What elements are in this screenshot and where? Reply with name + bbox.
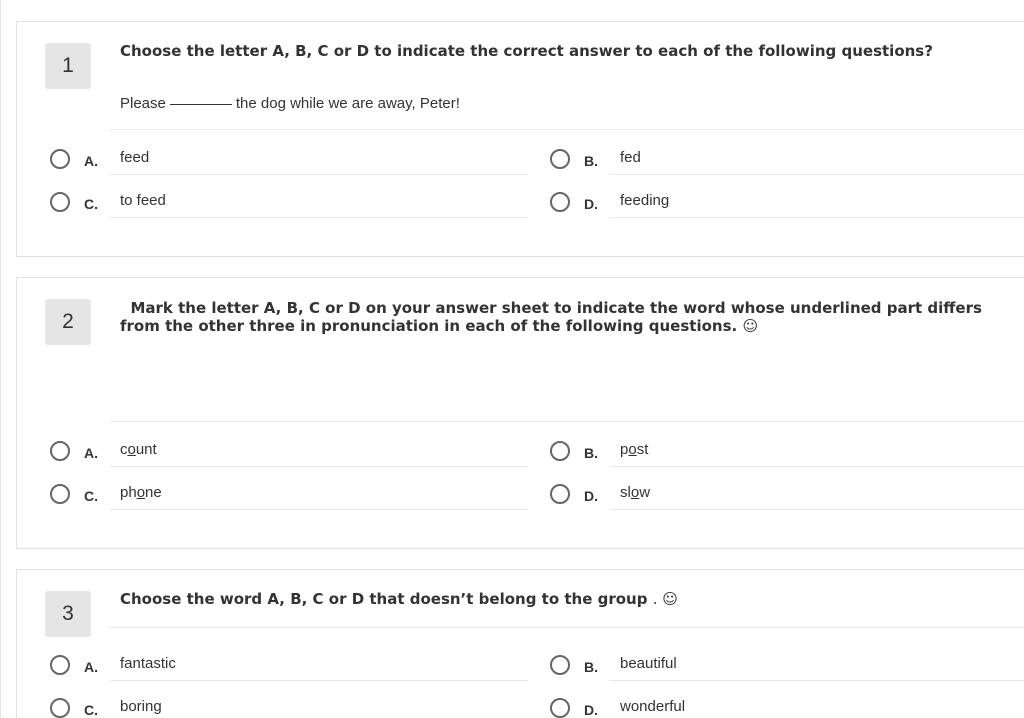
option-underline: [110, 217, 528, 218]
smiley-icon: ☺: [742, 317, 759, 335]
option-letter: C.: [84, 488, 98, 504]
stem-text-before: Please: [120, 95, 166, 112]
option-letter: C.: [84, 196, 98, 212]
blank-line: [170, 104, 232, 105]
question-number-badge: 1: [45, 43, 91, 89]
option-letter: B.: [584, 153, 598, 169]
word-part: p: [620, 441, 629, 458]
left-border: [0, 0, 1, 718]
option-text[interactable]: [120, 484, 162, 501]
radio-button[interactable]: [550, 698, 570, 718]
option-underline: [610, 509, 1024, 510]
smiley-icon: . ☺: [652, 590, 678, 608]
question-number-badge: 3: [45, 591, 91, 637]
word-part: sl: [620, 484, 631, 501]
radio-button[interactable]: [50, 192, 70, 212]
question-prompt: [120, 299, 1020, 335]
option-underline: [610, 466, 1024, 467]
radio-button[interactable]: [550, 192, 570, 212]
option-underline: [610, 217, 1024, 218]
option-text[interactable]: beautiful: [620, 655, 677, 672]
underlined-part: o: [628, 441, 637, 458]
option-letter: D.: [584, 702, 598, 718]
underlined-part: o: [127, 441, 136, 458]
radio-button[interactable]: [50, 698, 70, 718]
word-part: ph: [120, 484, 137, 501]
option-text[interactable]: fantastic: [120, 655, 176, 672]
option-letter: A.: [84, 153, 98, 169]
option-letter: B.: [584, 659, 598, 675]
option-underline: [110, 466, 528, 467]
radio-button[interactable]: [50, 655, 70, 675]
option-letter: B.: [584, 445, 598, 461]
option-text[interactable]: feed: [120, 149, 150, 166]
option-underline: [110, 174, 528, 175]
prompt-line-2: from the other three in pronunciation in each of the following questions.: [120, 317, 738, 335]
question-stem: [120, 95, 460, 112]
word-part: st: [636, 441, 649, 458]
option-text[interactable]: [620, 484, 650, 501]
option-letter: D.: [584, 196, 598, 212]
question-card-1: [16, 21, 1024, 257]
option-text[interactable]: [120, 441, 157, 458]
option-text[interactable]: feeding: [620, 192, 670, 209]
option-text[interactable]: [620, 441, 648, 458]
option-underline: [610, 174, 1024, 175]
divider: [109, 421, 1024, 422]
option-letter: A.: [84, 445, 98, 461]
radio-button[interactable]: [50, 484, 70, 504]
underlined-part: o: [630, 484, 640, 501]
question-prompt: [120, 590, 1020, 608]
underlined-part: o: [136, 484, 146, 501]
word-part: w: [639, 484, 651, 501]
radio-button[interactable]: [550, 655, 570, 675]
option-text[interactable]: wonderful: [620, 698, 686, 715]
prompt-line-1: Mark the letter A, B, C or D on your answer sheet to indicate the word whose underlined part differs: [120, 299, 982, 317]
radio-button[interactable]: [50, 149, 70, 169]
word-part: unt: [135, 441, 157, 458]
radio-button[interactable]: [550, 484, 570, 504]
question-card-3: [16, 569, 1024, 718]
option-underline: [110, 680, 528, 681]
prompt-text: Choose the word A, B, C or D that doesn’t belong to the group: [120, 590, 648, 608]
option-underline: [110, 509, 528, 510]
question-number-badge: 2: [45, 299, 91, 345]
option-letter: C.: [84, 702, 98, 718]
question-prompt: Choose the letter A, B, C or D to indicate the correct answer to each of the following questions?: [120, 42, 933, 60]
radio-button[interactable]: [50, 441, 70, 461]
radio-button[interactable]: [550, 441, 570, 461]
option-text[interactable]: fed: [620, 149, 641, 166]
option-letter: A.: [84, 659, 98, 675]
question-card-2: [16, 277, 1024, 549]
radio-button[interactable]: [550, 149, 570, 169]
option-underline: [610, 680, 1024, 681]
option-text[interactable]: boring: [120, 698, 162, 715]
word-part: c: [120, 441, 128, 458]
word-part: ne: [145, 484, 162, 501]
stem-text-after: the dog while we are away, Peter!: [235, 95, 460, 112]
option-text[interactable]: to feed: [120, 192, 166, 209]
option-letter: D.: [584, 488, 598, 504]
divider: [109, 627, 1024, 628]
divider: [109, 129, 1024, 130]
